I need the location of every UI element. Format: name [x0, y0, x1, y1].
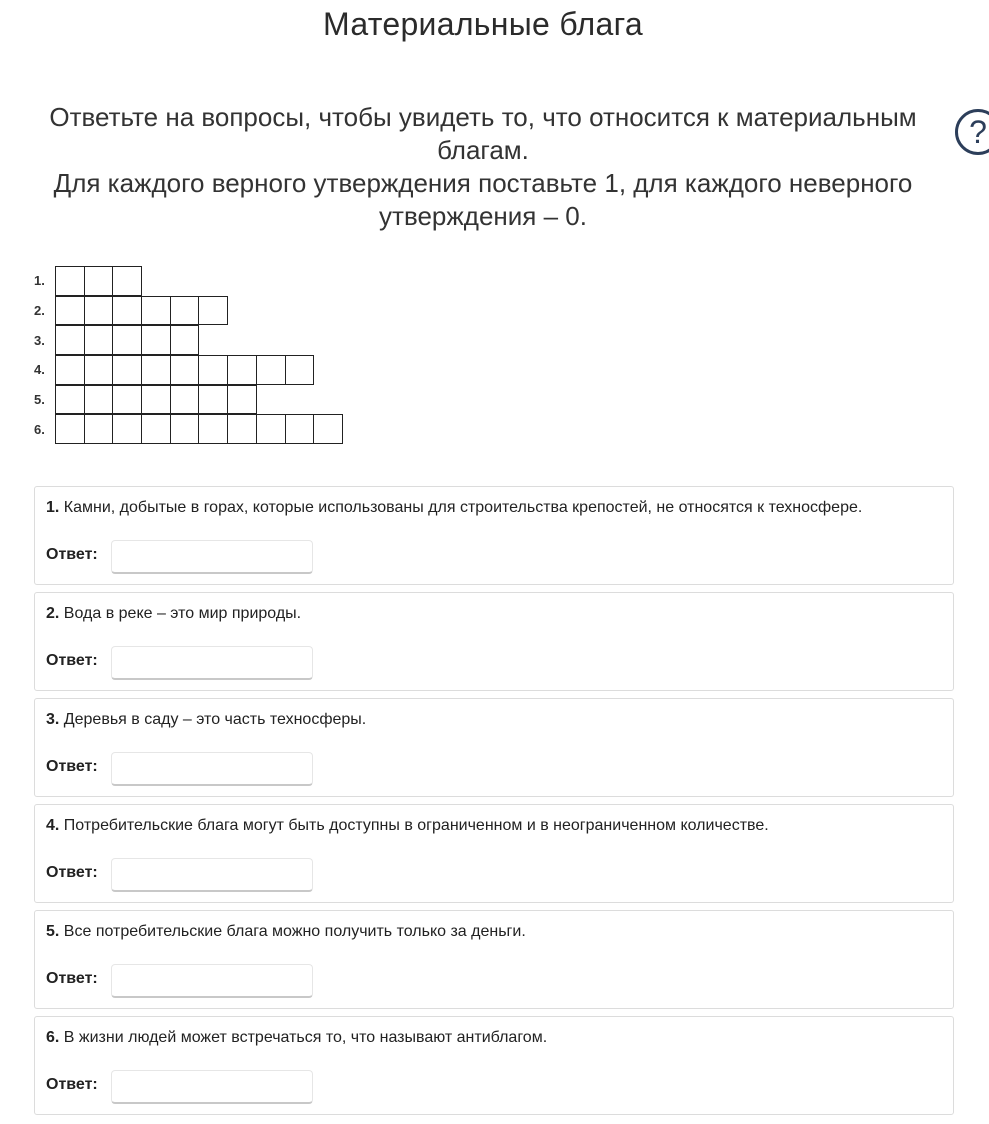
- question-text: [46, 605, 301, 623]
- answer-input[interactable]: [111, 540, 313, 574]
- grid-row-number: 1.: [34, 273, 45, 289]
- question-statement: Камни, добытые в горах, которые использованы для строительства крепостей, не относятся к техносфере.: [63, 499, 863, 516]
- question-card: [34, 592, 954, 691]
- grid-cell[interactable]: [256, 414, 286, 444]
- question-card: [34, 486, 954, 585]
- grid-cell[interactable]: [112, 266, 142, 296]
- grid-cell[interactable]: [285, 414, 315, 444]
- question-statement: Все потребительские блага можно получить только за деньги.: [63, 923, 526, 940]
- grid-row: [30, 266, 342, 296]
- answer-label: Ответ:: [46, 546, 98, 563]
- question-text: [46, 711, 366, 729]
- grid-cell[interactable]: [55, 296, 85, 326]
- grid-cell[interactable]: [198, 414, 228, 444]
- question-text: [46, 1029, 547, 1047]
- grid-cell[interactable]: [112, 296, 142, 326]
- question-number: 6.: [46, 1029, 60, 1046]
- grid-cell[interactable]: [170, 355, 200, 385]
- question-statement: Деревья в саду – это часть техносферы.: [63, 711, 367, 728]
- grid-row-number: 6.: [34, 421, 45, 437]
- answer-label: Ответ:: [46, 970, 98, 987]
- grid-cell[interactable]: [112, 414, 142, 444]
- instruction-line-1: Ответьте на вопросы, чтобы увидеть то, что относится к материальным благам.: [49, 102, 917, 165]
- grid-cell[interactable]: [170, 296, 200, 326]
- answer-input[interactable]: [111, 752, 313, 786]
- question-text: [46, 923, 526, 941]
- grid-row: [30, 355, 342, 385]
- page-title: Материальные блага: [323, 6, 643, 42]
- question-card: [34, 1016, 954, 1115]
- question-statement: Вода в реке – это мир природы.: [63, 605, 302, 622]
- answer-input[interactable]: [111, 858, 313, 892]
- grid-cell[interactable]: [141, 414, 171, 444]
- grid-cell[interactable]: [285, 355, 315, 385]
- grid-cell[interactable]: [84, 355, 114, 385]
- grid-row-number: 4.: [34, 362, 45, 378]
- grid-cell[interactable]: [55, 355, 85, 385]
- questions-list: [34, 486, 954, 1122]
- answer-input[interactable]: [111, 646, 313, 680]
- grid-cell[interactable]: [141, 385, 171, 415]
- grid-cell[interactable]: [198, 296, 228, 326]
- instructions: [30, 101, 936, 233]
- answer-label: Ответ:: [46, 758, 98, 775]
- grid-row: [30, 385, 342, 415]
- question-text: [46, 817, 769, 835]
- question-text: [46, 499, 862, 517]
- grid-cell[interactable]: [141, 355, 171, 385]
- grid-cell[interactable]: [170, 414, 200, 444]
- answer-label: Ответ:: [46, 1076, 98, 1093]
- question-statement: В жизни людей может встречаться то, что называют антиблагом.: [63, 1029, 548, 1046]
- answer-label: Ответ:: [46, 864, 98, 881]
- question-card: [34, 698, 954, 797]
- grid-cell[interactable]: [84, 414, 114, 444]
- grid-row: [30, 296, 342, 326]
- question-number: 1.: [46, 499, 60, 516]
- question-number: 2.: [46, 605, 60, 622]
- question-statement: Потребительские блага могут быть доступны в ограниченном и в неограниченном количестве.: [63, 817, 769, 834]
- instruction-line-2: Для каждого верного утверждения поставьте 1, для каждого неверного утверждения – 0.: [53, 168, 913, 231]
- grid-cell[interactable]: [112, 385, 142, 415]
- grid-cell[interactable]: [84, 266, 114, 296]
- grid-cell[interactable]: [84, 325, 114, 355]
- question-card: [34, 804, 954, 903]
- answer-label: Ответ:: [46, 652, 98, 669]
- grid-cell[interactable]: [227, 385, 257, 415]
- grid-cell[interactable]: [141, 325, 171, 355]
- help-icon[interactable]: ?: [955, 109, 989, 155]
- answer-input[interactable]: [111, 1070, 313, 1104]
- grid-cell[interactable]: [84, 385, 114, 415]
- grid-cell[interactable]: [112, 355, 142, 385]
- grid-cell[interactable]: [170, 325, 200, 355]
- grid-cell[interactable]: [55, 414, 85, 444]
- question-number: 5.: [46, 923, 60, 940]
- grid-cell[interactable]: [55, 325, 85, 355]
- grid-cell[interactable]: [256, 355, 286, 385]
- question-number: 4.: [46, 817, 60, 834]
- grid-cell[interactable]: [55, 266, 85, 296]
- grid-cell[interactable]: [313, 414, 343, 444]
- grid-row: [30, 414, 342, 444]
- grid-cell[interactable]: [112, 325, 142, 355]
- answer-input[interactable]: [111, 964, 313, 998]
- grid-row-number: 3.: [34, 332, 45, 348]
- crossword-grid: [30, 266, 342, 444]
- grid-cell[interactable]: [84, 296, 114, 326]
- grid-cell[interactable]: [141, 296, 171, 326]
- grid-cell[interactable]: [198, 385, 228, 415]
- grid-row-number: 2.: [34, 303, 45, 319]
- grid-row: [30, 325, 342, 355]
- grid-cell[interactable]: [227, 414, 257, 444]
- grid-row-number: 5.: [34, 392, 45, 408]
- grid-cell[interactable]: [55, 385, 85, 415]
- grid-cell[interactable]: [170, 385, 200, 415]
- question-number: 3.: [46, 711, 60, 728]
- grid-cell[interactable]: [227, 355, 257, 385]
- question-card: [34, 910, 954, 1009]
- grid-cell[interactable]: [198, 355, 228, 385]
